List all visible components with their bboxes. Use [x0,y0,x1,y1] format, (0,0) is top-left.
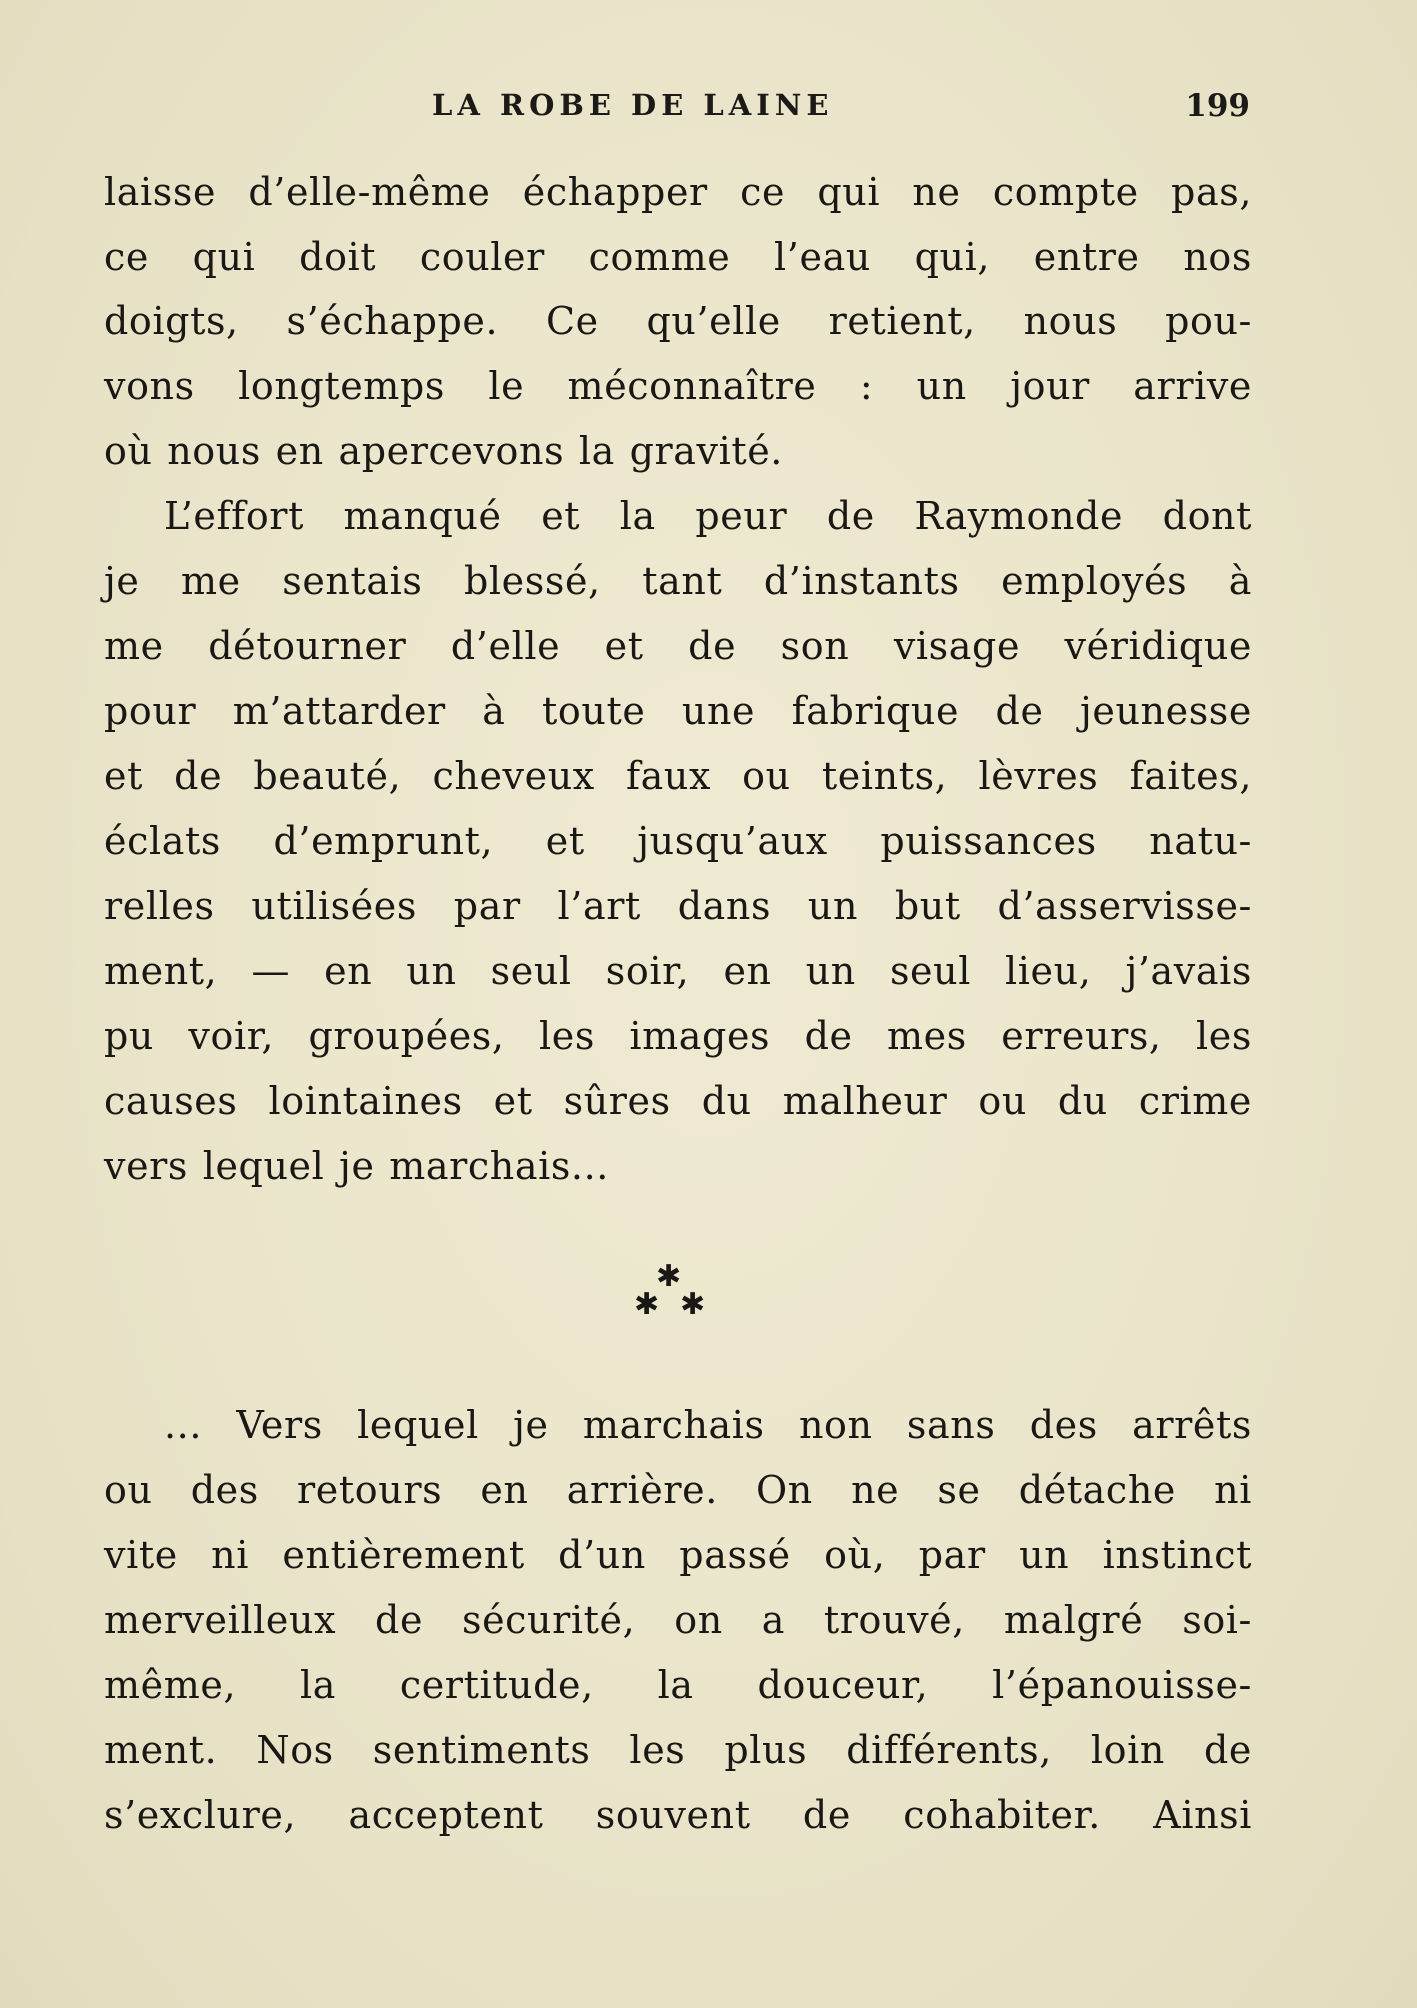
text-line: ... Vers lequel je marchais non sans des arrêts [164,1403,1252,1447]
text-line: L’effort manqué et la peur de Raymonde dont [164,494,1252,538]
text-line: ou des retours en arrière. On ne se détache ni [104,1468,1252,1512]
text-line: causes lointaines et sûres du malheur ou du crime [104,1079,1252,1123]
text-line: ment. Nos sentiments les plus différents, loin de [104,1728,1252,1772]
text-line: s’exclure, acceptent souvent de cohabiter. Ainsi [104,1793,1252,1837]
text-line: même, la certitude, la douceur, l’épanouisse- [104,1663,1252,1707]
text-line: vons longtemps le méconnaître : un jour arrive [104,364,1252,408]
text-line: pu voir, groupées, les images de mes erreurs, les [104,1014,1252,1058]
text-line: relles utilisées par l’art dans un but d’asservisse- [104,884,1252,928]
text-line: je me sentais blessé, tant d’instants employés à [104,559,1252,603]
running-title: LA ROBE DE LAINE [432,88,834,122]
page-number: 199 [1185,88,1250,124]
asterisk-icon: ✱ [680,1287,706,1322]
text-line: me détourner d’elle et de son visage véridique [104,624,1252,668]
text-line: doigts, s’échappe. Ce qu’elle retient, nous pou- [104,299,1252,343]
text-line: merveilleux de sécurité, on a trouvé, malgré soi- [104,1598,1252,1642]
text-line: laisse d’elle-même échapper ce qui ne compte pas, [104,170,1252,214]
section-break-asterism [632,1259,712,1322]
text-line: ment, — en un seul soir, en un seul lieu, j’avais [104,949,1252,993]
asterisk-icon: ✱ [634,1287,660,1322]
text-line: et de beauté, cheveux faux ou teints, lèvres faites, [104,754,1252,798]
text-line: éclats d’emprunt, et jusqu’aux puissances natu- [104,819,1252,863]
running-head [104,88,1254,128]
text-line: vers lequel je marchais... [104,1144,609,1188]
text-line: ce qui doit couler comme l’eau qui, entre nos [104,235,1252,279]
text-line: vite ni entièrement d’un passé où, par un instinct [104,1533,1252,1577]
asterisk-icon: ✱ [656,1259,682,1294]
text-line: pour m’attarder à toute une fabrique de jeunesse [104,689,1252,733]
text-line: où nous en apercevons la gravité. [104,429,783,473]
